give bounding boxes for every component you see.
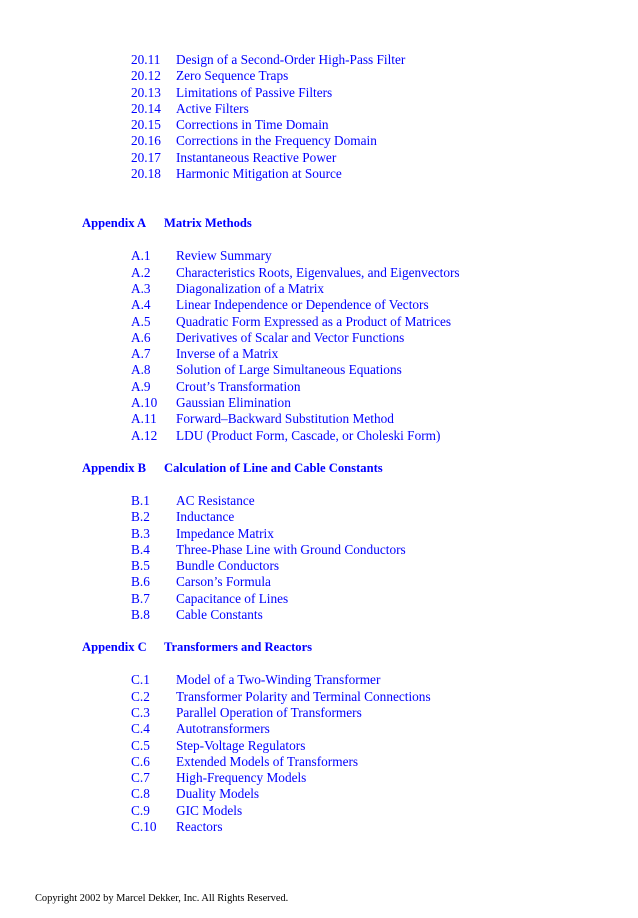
- section-number: 20.17: [131, 149, 161, 165]
- section-number: C.7: [131, 770, 150, 786]
- section-number: B.3: [131, 525, 150, 541]
- section-number: A.6: [131, 329, 151, 345]
- toc-entry-link[interactable]: [0, 133, 638, 149]
- section-title: Derivatives of Scalar and Vector Functions: [176, 329, 405, 345]
- toc-entry-link[interactable]: [0, 786, 638, 802]
- section-title: Three-Phase Line with Ground Conductors: [176, 541, 406, 557]
- section-number: C.2: [131, 688, 150, 704]
- section-title: Design of a Second-Order High-Pass Filter: [176, 52, 406, 67]
- section-number: 20.11: [131, 52, 161, 67]
- section-number: B.6: [131, 574, 150, 590]
- section-number: C.8: [131, 786, 150, 802]
- toc-entry-link[interactable]: [0, 689, 638, 705]
- table-of-contents: [0, 52, 638, 835]
- section-number: 20.15: [131, 117, 161, 133]
- section-number: C.1: [131, 672, 150, 688]
- section-title: Parallel Operation of Transformers: [176, 704, 362, 720]
- toc-entry-link[interactable]: [0, 591, 638, 607]
- section-title: Review Summary: [176, 248, 272, 264]
- section-number: C.3: [131, 704, 150, 720]
- section-number: 20.12: [131, 68, 161, 84]
- section-number: B.7: [131, 590, 150, 606]
- section-title: Duality Models: [176, 786, 260, 802]
- section-title: LDU (Product Form, Cascade, or Choleski Form): [176, 427, 441, 443]
- toc-entry-link[interactable]: [0, 770, 638, 786]
- section-number: C.4: [131, 721, 150, 737]
- section-title: Limitations of Passive Filters: [176, 84, 333, 100]
- toc-entry-link[interactable]: [0, 379, 638, 395]
- toc-entry-link[interactable]: [0, 526, 638, 542]
- toc-entry-link[interactable]: [0, 52, 638, 68]
- toc-entry-link[interactable]: [0, 738, 638, 754]
- toc-entry-link[interactable]: [0, 85, 638, 101]
- toc-entry-link[interactable]: [0, 265, 638, 281]
- spacer: [0, 182, 638, 215]
- section-title: Bundle Conductors: [176, 558, 280, 574]
- section-title: Corrections in Time Domain: [176, 117, 329, 133]
- section-number: C.6: [131, 753, 150, 769]
- section-number: B.1: [131, 492, 150, 508]
- section-number: 20.13: [131, 84, 161, 100]
- section-number: A.3: [131, 280, 151, 296]
- section-number: C.5: [131, 737, 150, 753]
- spacer: [0, 656, 638, 672]
- section-title: Characteristics Roots, Eigenvalues, and Eigenvectors: [176, 264, 460, 280]
- toc-entry-link[interactable]: [0, 803, 638, 819]
- section-title: Quadratic Form Expressed as a Product of Matrices: [176, 313, 452, 329]
- section-title: GIC Models: [176, 802, 243, 818]
- toc-entry-link[interactable]: [0, 672, 638, 688]
- spacer: [0, 444, 638, 460]
- section-title: Extended Models of Transformers: [176, 753, 359, 769]
- section-title: Active Filters: [176, 100, 249, 116]
- section-number: A.7: [131, 346, 151, 362]
- section-title: Linear Independence or Dependence of Vectors: [176, 297, 429, 313]
- toc-entry-link[interactable]: [0, 68, 638, 84]
- section-title: High-Frequency Models: [176, 770, 307, 786]
- toc-entry-link[interactable]: [0, 574, 638, 590]
- section-title: Corrections in the Frequency Domain: [176, 133, 377, 149]
- section-number: A.9: [131, 378, 151, 394]
- section-title: Impedance Matrix: [176, 525, 274, 541]
- toc-entry-link[interactable]: [0, 754, 638, 770]
- section-title: Solution of Large Simultaneous Equations: [176, 362, 402, 378]
- section-title: Model of a Two-Winding Transformer: [176, 672, 381, 688]
- toc-entry-link[interactable]: [0, 558, 638, 574]
- section-title: Gaussian Elimination: [176, 395, 291, 411]
- section-number: 20.18: [131, 166, 161, 182]
- appendix-label: Appendix A: [82, 216, 147, 231]
- section-number: A.11: [131, 411, 157, 427]
- section-title: Crout’s Transformation: [176, 378, 301, 394]
- section-title: Reactors: [176, 818, 223, 834]
- toc-entry-link[interactable]: [0, 346, 638, 362]
- toc-entry-link[interactable]: [0, 101, 638, 117]
- section-title: Autotransformers: [176, 721, 270, 737]
- section-number: A.1: [131, 248, 151, 264]
- spacer: [0, 623, 638, 639]
- appendix-title: Matrix Methods: [164, 216, 252, 231]
- toc-entry-link[interactable]: [0, 150, 638, 166]
- toc-entry-link[interactable]: [0, 542, 638, 558]
- section-title: Harmonic Mitigation at Source: [176, 166, 342, 182]
- toc-entry-link[interactable]: [0, 248, 638, 264]
- section-number: A.12: [131, 427, 158, 443]
- toc-entry-link[interactable]: [0, 428, 638, 444]
- section-number: C.9: [131, 802, 150, 818]
- section-title: Inverse of a Matrix: [176, 346, 279, 362]
- section-title: Inductance: [176, 509, 235, 525]
- section-number: B.8: [131, 607, 150, 623]
- toc-entry-link[interactable]: [0, 362, 638, 378]
- section-title: Instantaneous Reactive Power: [176, 149, 337, 165]
- toc-entry-link[interactable]: [0, 607, 638, 623]
- toc-entry-link[interactable]: [0, 819, 638, 835]
- section-title: Step-Voltage Regulators: [176, 737, 306, 753]
- section-number: B.5: [131, 558, 150, 574]
- toc-entry-link[interactable]: [0, 314, 638, 330]
- section-number: A.5: [131, 313, 151, 329]
- section-number: 20.14: [131, 100, 161, 116]
- section-number: B.2: [131, 509, 150, 525]
- section-number: A.2: [131, 264, 151, 280]
- spacer: [0, 477, 638, 493]
- copyright-footer: Copyright 2002 by Marcel Dekker, Inc. All Rights Reserved.: [35, 893, 289, 904]
- toc-entry-link[interactable]: [0, 395, 638, 411]
- appendix-label: Appendix B: [82, 460, 147, 475]
- toc-entry-link[interactable]: [0, 509, 638, 525]
- appendix-heading-link[interactable]: [0, 215, 638, 232]
- appendix-heading-link[interactable]: [0, 639, 638, 656]
- section-title: AC Resistance: [176, 492, 255, 508]
- section-number: A.8: [131, 362, 151, 378]
- section-title: Zero Sequence Traps: [176, 68, 289, 84]
- section-number: B.4: [131, 541, 150, 557]
- appendix-heading-link[interactable]: [0, 460, 638, 477]
- toc-entry-link[interactable]: [0, 166, 638, 182]
- section-title: Carson’s Formula: [176, 574, 271, 590]
- appendix-title: Transformers and Reactors: [164, 640, 313, 655]
- appendix-title: Calculation of Line and Cable Constants: [164, 460, 383, 475]
- toc-entry-link[interactable]: [0, 297, 638, 313]
- toc-entry-link[interactable]: [0, 117, 638, 133]
- toc-entry-link[interactable]: [0, 705, 638, 721]
- section-number: A.10: [131, 395, 158, 411]
- section-title: Cable Constants: [176, 607, 263, 623]
- section-title: Forward–Backward Substitution Method: [176, 411, 394, 427]
- toc-entry-link[interactable]: [0, 493, 638, 509]
- section-number: 20.16: [131, 133, 161, 149]
- section-title: Transformer Polarity and Terminal Connections: [176, 688, 431, 704]
- spacer: [0, 232, 638, 248]
- appendix-label: Appendix C: [82, 640, 147, 655]
- toc-entry-link[interactable]: [0, 330, 638, 346]
- toc-entry-link[interactable]: [0, 281, 638, 297]
- section-title: Capacitance of Lines: [176, 590, 289, 606]
- section-number: C.10: [131, 818, 157, 834]
- section-number: A.4: [131, 297, 151, 313]
- section-title: Diagonalization of a Matrix: [176, 280, 325, 296]
- toc-entry-link[interactable]: [0, 411, 638, 427]
- toc-entry-link[interactable]: [0, 721, 638, 737]
